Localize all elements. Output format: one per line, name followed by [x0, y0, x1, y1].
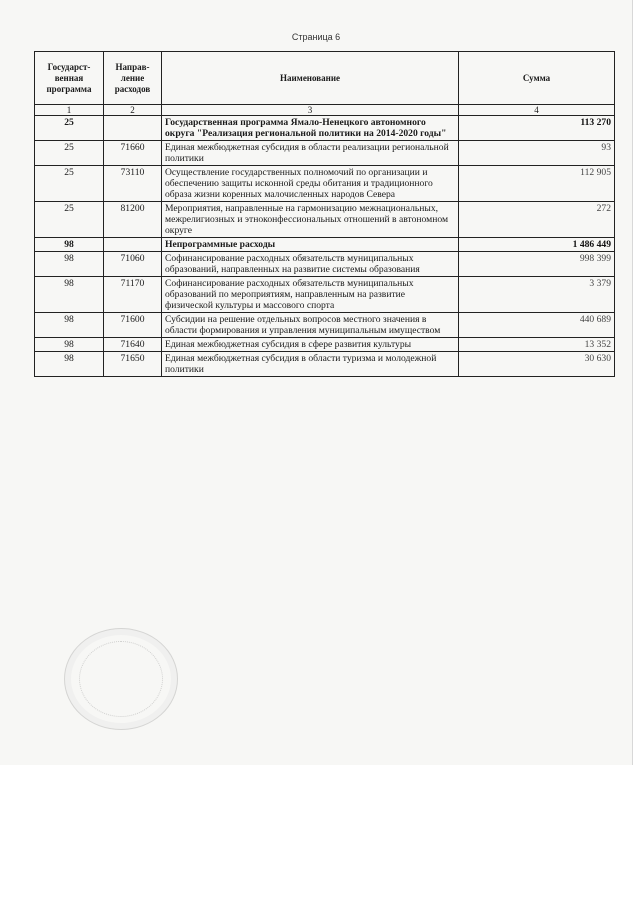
cell-program: 25 [35, 141, 104, 166]
cell-program: 98 [35, 238, 104, 252]
cell-name: Софинансирование расходных обязательств муниципальных образований по мероприятиям, направленным на развитие физической культуры и массового спорта [162, 277, 459, 313]
cell-sum: 30 630 [459, 352, 615, 377]
cell-name: Единая межбюджетная субсидия в сфере развития культуры [162, 338, 459, 352]
table-row [35, 313, 615, 338]
cell-sum: 13 352 [459, 338, 615, 352]
header-sum: Сумма [459, 52, 615, 105]
column-number: 4 [459, 105, 615, 116]
cell-name: Непрограммные расходы [162, 238, 459, 252]
table-body [35, 116, 615, 377]
faded-stamp [64, 628, 178, 730]
table-row [35, 252, 615, 277]
blank-margin [0, 765, 640, 905]
cell-sum: 440 689 [459, 313, 615, 338]
cell-name: Софинансирование расходных обязательств муниципальных образований, направленных на развитие системы образования [162, 252, 459, 277]
header-direction: Направ-ление расходов [104, 52, 162, 105]
cell-name: Единая межбюджетная субсидия в области туризма и молодежной политики [162, 352, 459, 377]
cell-direction: 73110 [104, 166, 162, 202]
table-row [35, 238, 615, 252]
cell-sum: 112 905 [459, 166, 615, 202]
table-row [35, 141, 615, 166]
cell-sum: 113 270 [459, 116, 615, 141]
column-number: 3 [162, 105, 459, 116]
cell-direction: 71660 [104, 141, 162, 166]
faded-stamp-inner-ring [79, 641, 163, 717]
table-row [35, 277, 615, 313]
table-row [35, 202, 615, 238]
table-row [35, 352, 615, 377]
cell-program: 25 [35, 202, 104, 238]
column-number: 2 [104, 105, 162, 116]
cell-direction: 71640 [104, 338, 162, 352]
cell-name: Единая межбюджетная субсидия в области реализации региональной политики [162, 141, 459, 166]
cell-direction: 71170 [104, 277, 162, 313]
cell-sum: 998 399 [459, 252, 615, 277]
cell-direction: 71650 [104, 352, 162, 377]
page-label: Страница 6 [291, 32, 341, 42]
cell-name: Субсидии на решение отдельных вопросов местного значения в области формирования и управления муниципальным имуществом [162, 313, 459, 338]
cell-name: Государственная программа Ямало-Ненецкого автономного округа "Реализация региональной политики на 2014-2020 годы" [162, 116, 459, 141]
cell-direction: 71060 [104, 252, 162, 277]
header-name: Наименование [162, 52, 459, 105]
cell-program: 98 [35, 277, 104, 313]
cell-name: Мероприятия, направленные на гармонизацию межнациональных, межрелигиозных и этноконфессиональных отношений в автономном округе [162, 202, 459, 238]
cell-sum: 272 [459, 202, 615, 238]
cell-program: 98 [35, 252, 104, 277]
cell-program: 98 [35, 313, 104, 338]
cell-direction [104, 116, 162, 141]
cell-sum: 93 [459, 141, 615, 166]
cell-direction [104, 238, 162, 252]
table-header-row [35, 52, 615, 105]
cell-direction: 71600 [104, 313, 162, 338]
cell-program: 25 [35, 166, 104, 202]
table-row [35, 116, 615, 141]
cell-program: 98 [35, 352, 104, 377]
cell-program: 25 [35, 116, 104, 141]
header-program: Государст-венная программа [35, 52, 104, 105]
cell-sum: 3 379 [459, 277, 615, 313]
cell-sum: 1 486 449 [459, 238, 615, 252]
cell-name: Осуществление государственных полномочий по организации и обеспечению защиты исконной среды обитания и традиционного образа жизни коренных малочисленных народов Севера [162, 166, 459, 202]
cell-direction: 81200 [104, 202, 162, 238]
column-number: 1 [35, 105, 104, 116]
table-row [35, 338, 615, 352]
cell-program: 98 [35, 338, 104, 352]
table-row [35, 166, 615, 202]
budget-table [34, 51, 615, 377]
column-number-row [35, 105, 615, 116]
